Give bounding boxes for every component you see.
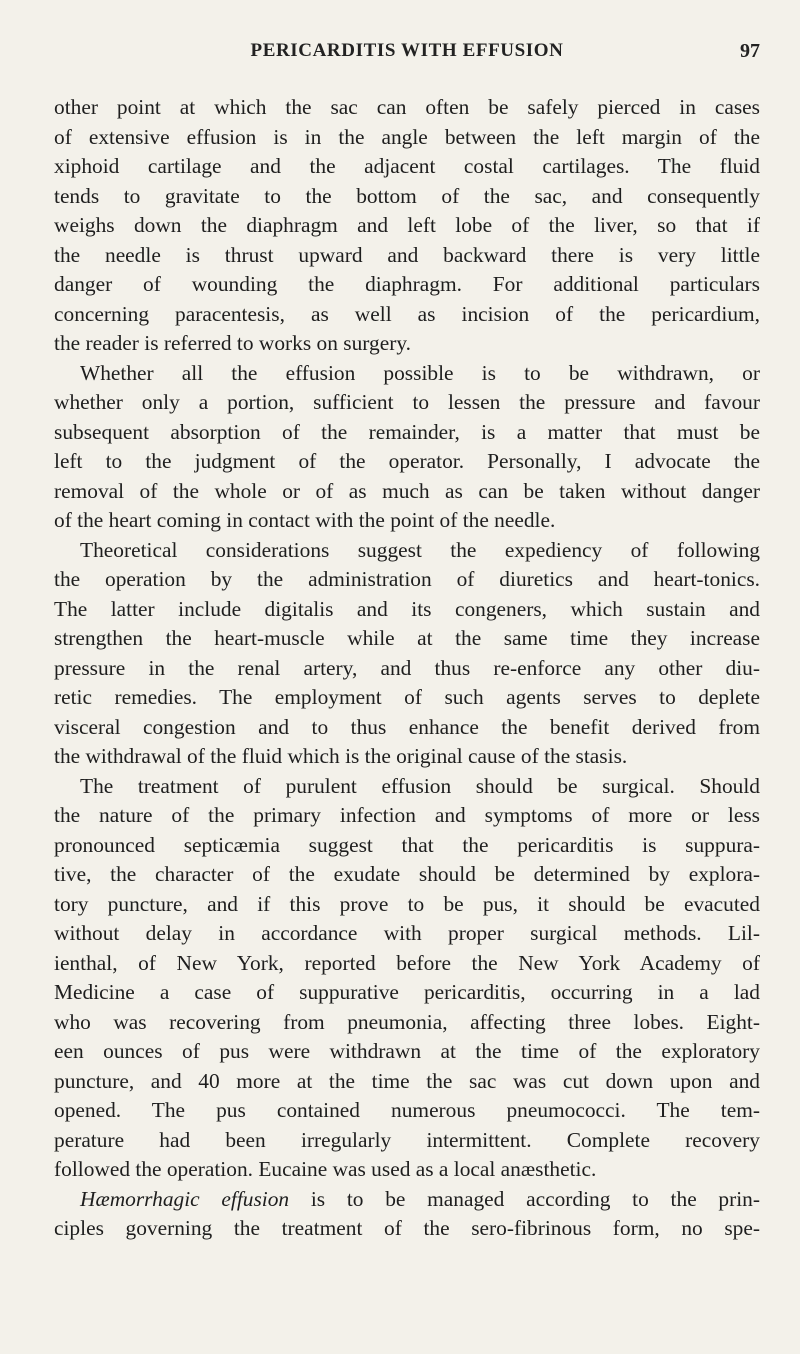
text-line: left to the judgment of the operator. Personally, I advocate the <box>54 449 760 473</box>
text-line: puncture, and 40 more at the time the sac was cut down upon and <box>54 1068 760 1093</box>
text-line: concerning paracentesis, as well as incision of the pericardium, <box>54 301 760 326</box>
paragraph-start <box>54 1185 760 1215</box>
page-number: 97 <box>740 40 760 62</box>
text-run: is to be managed according to the prin- <box>289 1186 761 1211</box>
paragraph-start: The treatment of purulent effusion should be surgical. Should <box>80 773 760 798</box>
text-line: pronounced septicæmia suggest that the pericarditis is suppura- <box>54 832 760 857</box>
text-line: tive, the character of the exudate should be determined by explora- <box>54 862 760 886</box>
text-line: danger of wounding the diaphragm. For additional particulars <box>54 272 760 296</box>
text-line: Medicine a case of suppurative pericarditis, occurring in a lad <box>54 980 760 1004</box>
text-line: who was recovering from pneumonia, affecting three lobes. Eight- <box>54 1009 760 1034</box>
text-line: of the heart coming in contact with the point of the needle. <box>54 508 556 532</box>
text-line: without delay in accordance with proper surgical methods. Lil- <box>54 921 760 945</box>
running-header <box>54 40 760 76</box>
text-line: een ounces of pus were withdrawn at the time of the exploratory <box>54 1039 760 1063</box>
text-line: perature had been irregularly intermittent. Complete recovery <box>54 1127 760 1152</box>
text-line: other point at which the sac can often be safely pierced in cases <box>54 95 760 119</box>
text-line: ienthal, of New York, reported before the New York Academy of <box>54 950 760 975</box>
text-line: visceral congestion and to thus enhance the benefit derived from <box>54 714 760 739</box>
text-line: whether only a portion, sufficient to lessen the pressure and favour <box>54 390 760 414</box>
text-line: subsequent absorption of the remainder, is a matter that must be <box>54 419 760 444</box>
text-line: tends to gravitate to the bottom of the sac, and consequently <box>54 183 760 208</box>
text-line: opened. The pus contained numerous pneumococci. The tem- <box>54 1098 760 1122</box>
text-line: The latter include digitalis and its congeners, which sustain and <box>54 596 760 621</box>
text-line: pressure in the renal artery, and thus re-enforce any other diu- <box>54 655 760 680</box>
text-line: the needle is thrust upward and backward there is very little <box>54 242 760 267</box>
text-line: xiphoid cartilage and the adjacent costal cartilages. The fluid <box>54 154 760 178</box>
text-line: followed the operation. Eucaine was used as a local anæsthetic. <box>54 1157 597 1181</box>
text-line: of extensive effusion is in the angle between the left margin of the <box>54 124 760 149</box>
text-line: the nature of the primary infection and symptoms of more or less <box>54 803 760 827</box>
paragraph-start: Theoretical considerations suggest the expediency of following <box>80 537 760 562</box>
italic-term: Hæmorrhagic effusion <box>80 1186 290 1211</box>
text-line: retic remedies. The employment of such agents serves to deplete <box>54 685 760 709</box>
body-text <box>54 93 760 1244</box>
text-line: ciples governing the treatment of the sero-fibrinous form, no spe- <box>54 1216 760 1240</box>
text-line: tory puncture, and if this prove to be pus, it should be evacuted <box>54 891 760 916</box>
text-line: removal of the whole or of as much as can be taken without danger <box>54 478 760 503</box>
running-title: PERICARDITIS WITH EFFUSION <box>250 40 564 61</box>
text-line: strengthen the heart-muscle while at the same time they increase <box>54 626 760 650</box>
text-line: the reader is referred to works on surgery. <box>54 331 411 355</box>
paragraph-start: Whether all the effusion possible is to be withdrawn, or <box>80 360 760 385</box>
text-line: the withdrawal of the fluid which is the original cause of the stasis. <box>54 744 628 768</box>
text-line: the operation by the administration of diuretics and heart-tonics. <box>54 567 760 591</box>
text-line: weighs down the diaphragm and left lobe of the liver, so that if <box>54 213 760 237</box>
